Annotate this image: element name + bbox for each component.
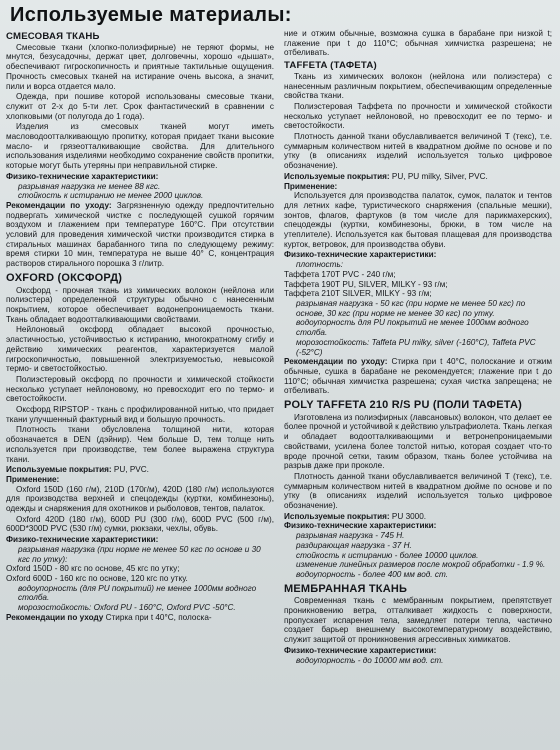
- phys-item: стойкость к истиранию - более 10000 циклов.: [296, 550, 479, 560]
- paragraph: Оксфорд - прочная ткань из химических волокон (нейлона или полиэстера) определенной структуры обычно с нанесенным покрытием, которое обеспечивает водонепроницаемость ткани. Ткань обладает водоотталкивающими свойствами.: [6, 285, 274, 324]
- section-title-blended: СМЕСОВАЯ ТКАНЬ: [6, 31, 100, 42]
- paragraph: Нейлоновый оксфорд обладает высокой прочностью, эластичностью, устойчивостью к истиранию, многократному сгибу и действию химических реагентов, характеризуется малой гигроскопичностью, повышенной электризуемостью, невысокой термо- и светостойкостью.: [6, 325, 274, 374]
- paragraph: Полиэстеровый оксфорд по прочности и химической стойкости несколько уступает нейлоновому, но превосходит его по термо- и светостойкости.: [6, 374, 274, 404]
- density-item: Таффета 170Т PVC - 240 г/м;: [284, 269, 396, 279]
- care-text: Загрязненную одежду предпочтительно подвергать химической чистке с последующей сушкой горячим воздухом и глажением при температуре 160°С. При отсутствии условий для проведения химической чистки производится стирка в стиральных машинах барабанного типа по следующему режиму: время стирки 10 мин, температура не выше 40° С, концентрация растворов стирального порошка 3 г/литр.: [6, 200, 274, 269]
- paragraph: Ткань из химических волокон (нейлона или полиэстера) с нанесенным различным покрытием, обеспечивающим определенные свойства ткани.: [284, 71, 552, 101]
- paragraph: Смесовые ткани (хлопко-полиэфирные) не теряют формы, не мнутся, безусадочны, держат цвет, долговечны, хорошо «дышат», обеспечивают гигроскопичность и приятные тактильные ощущения. Прочность смесовых тканей на истирание очень высока, а значит, пили и ворса отдается мало.: [6, 42, 274, 91]
- paragraph: Изготовлена из полиэфирных (лавсановых) волокон, что делает ее более прочной и устойчивой к действию ультрафиолета. Ткань легкая и обладает водоотталкивающими и ветронепроницаемыми свойствами, усилена более толстой нитью, которая создает что-то вроде прочной сетки, таким образом, ткань более устойчива на разрыв даже при проколе.: [284, 412, 552, 471]
- phys-item: разрывная нагрузка - 745 Н.: [296, 531, 405, 541]
- phys-item: морозостойкость: Taffeta PU milky, silver (-160°С), Taffeta PVC (-52°С): [296, 337, 536, 357]
- phys-item: водоупорность - более 400 мм вод. ст.: [296, 569, 448, 579]
- phys-heading: Физико-технические характеристики:: [6, 171, 159, 181]
- care-text: Стирка при t 40°С, полоска-: [103, 612, 212, 622]
- phys-item: Oxford 600D - 160 кгс по основе, 120 кгс по утку.: [6, 573, 188, 583]
- care-label: Рекомендации по уходу:: [284, 357, 388, 367]
- coverage-value: PU, PU milky, Silver, PVC.: [389, 171, 488, 181]
- coverage-label: Используемые покрытия:: [6, 465, 112, 475]
- care-label: Рекомендации по уходу: [6, 612, 104, 622]
- phys-item: раздирающая нагрузка - 37 Н.: [296, 540, 412, 550]
- paragraph: Плотность данной ткани обуславливается величиной Т (текс), т.е. суммарным количеством нитей в квадратном дюйме по основе и по утку (в описаниях изделий используется только цифровое обозначение).: [284, 471, 552, 511]
- section-title-oxford: OXFORD (ОКСФОРД): [6, 271, 123, 284]
- paragraph: Oxford 150D (160 г/м), 210D (170г/м), 420D (180 г/м) используются для производства верхней и спецодежды (куртки, комбинезоны), одежды и снаряжения для охотников и рыболовов, тентов, палаток.: [6, 484, 274, 514]
- coverage-line: [6, 465, 274, 475]
- care-paragraph: [6, 201, 274, 269]
- phys-item: [284, 299, 552, 318]
- phys-item: Oxford 150D - 80 кгс по основе, 45 кгс по утку;: [6, 564, 180, 574]
- paragraph: Современная ткань с мембранным покрытием, препятствует проникновению ветра, отталкивает жидкость с поверхности, пропускает испарения тела, замедляет потери тепла, частично создает барьер внешнему высокотемпературному воздействию, служит защитой от проникновения агрессивных химикатов.: [284, 596, 552, 645]
- paragraph: ние и отжим обычные, возможна сушка в барабане при низкой t; глажение при t до 110°С; обычная химчистка разрешена; не отбеливать.: [284, 29, 552, 58]
- left-column: [6, 29, 274, 665]
- section-title-membrane: МЕМБРАННАЯ ТКАНЬ: [284, 582, 408, 595]
- paragraph: Oxford 420D (180 г/м), 600D PU (300 г/м), 600D PVC (500 г/м), 600D*300D PVC (530 г/м) сумки, рюкзаки, чехлы, обувь.: [6, 514, 274, 534]
- paragraph: Изделия из смесовых тканей могут иметь масловодоотталкивающую пропитку, которая придает ткани высокие масло- и грязеотталкивающие свойства. Для длительного использования изделиями необходимо сохранение свойств пропитки, которые могут быть утеряны при неправильной стирке.: [6, 122, 274, 171]
- phys-item: стойкость к истиранию не менее 2000 циклов.: [18, 191, 204, 201]
- paragraph: Оксфорд RIPSTOP - ткань с профилированной нитью, что придает ткани улучшенный фактурный вид и большую прочность.: [6, 405, 274, 424]
- coverage-line: [284, 512, 552, 522]
- section-title-poly-taffeta: POLY TAFFETA 210 R/S PU (ПОЛИ ТАФЕТА): [284, 399, 523, 412]
- phys-heading: Физико-технические характеристики:: [6, 535, 159, 545]
- application-heading: Применение:: [6, 474, 60, 484]
- phys-item: водоупорность - до 10000 мм вод. ст.: [296, 655, 444, 665]
- paragraph: Используется для производства палаток, сумок, палаток и тентов для летних кафе, туристического снаряжения (спальные мешки), зонтов, флагов, фартуков (в том числе для парикмахерских), спецодежды (куртки, комбинезоны, брюки, в том числе на утеплителе). Используется как бытовая плащевая для производства курток, ветровок, для производства обуви.: [284, 191, 552, 249]
- phys-item: разрывная нагрузка не менее 88 кгс.: [18, 181, 161, 191]
- coverage-label: Используемые покрытия:: [284, 511, 390, 521]
- coverage-value: PU, PVC.: [111, 465, 149, 475]
- phys-item: морозостойкость: Oxford PU - 160°С, Oxford PVC -50°С.: [18, 603, 236, 613]
- paragraph: Плотность ткани обусловлена толщиной нити, которая обозначается в DEN (дэйнир). Чем больше D, тем толще нить используется при производстве, тем более выражена структура ткани.: [6, 425, 274, 464]
- phys-heading: Физико-технические характеристики:: [284, 645, 437, 655]
- coverage-line: [284, 172, 552, 182]
- care-label: Рекомендации по уходу:: [6, 200, 112, 210]
- section-title-taffeta: TAFFETA (ТАФЕТА): [284, 60, 377, 72]
- phys-item-text: разрывная нагрузка - 50 кгс (при норме не менее 50 кгс) по основе, 30 кгс (при норме не менее 30 кгс) по утку.: [296, 298, 526, 318]
- care-text: Стирка при t 40°С, полоскание и отжим обычные, сушка в барабане не рекомендуется; глажение при t до 110°С; обычная химчистка разрешена; сухая чистка запрещена; не отбеливать.: [284, 357, 552, 396]
- density-item: Таффета 210Т SILVER, MILKY - 93 г/м;: [284, 289, 432, 299]
- paragraph: Полиэстеровая Таффета по прочности и химической стойкости несколько уступает нейлоновой, но превосходит ее по термо- и светостойкости.: [284, 101, 552, 131]
- application-heading: Применение:: [284, 181, 338, 191]
- phys-item: изменение линейных размеров после мокрой обработки - 1.9 %.: [296, 560, 546, 570]
- phys-heading: Физико-технические характеристики:: [284, 521, 437, 531]
- phys-item: водоупорность для PU покрытий не менее 1000мм водного столба.: [296, 318, 529, 338]
- paragraph: Плотность данной ткани обуславливается величиной Т (текс), т.е. суммарным количеством нитей в квадратном дюйме по основе и по утку (в описаниях изделий используется только цифровое обозначение).: [284, 132, 552, 171]
- density-item: Таффета 190Т PU, SILVER, MILKY - 93 г/м;: [284, 279, 448, 289]
- page-title: Используемые материалы:: [10, 4, 292, 26]
- care-paragraph: [6, 613, 274, 623]
- right-column: [284, 29, 552, 665]
- phys-heading: Физико-технические характеристики:: [284, 250, 437, 260]
- paragraph: Одежда, при пошиве которой использованы смесовые ткани, служит от 2-х до 5-ти лет. Срок фантастический в сравнении с хлопковыми (от полугода до 1 года).: [6, 92, 274, 121]
- care-paragraph: [284, 357, 552, 396]
- coverage-label: Используемые покрытия:: [284, 171, 390, 181]
- phys-item: разрывная нагрузка (при норме не менее 50 кгс по основе и 30 кгс по утку):: [18, 544, 261, 564]
- coverage-value: PU 3000.: [389, 511, 427, 521]
- phys-item: водоупорность (для PU покрытий) не менее 1000мм водного столба.: [18, 583, 257, 603]
- density-label: плотность:: [296, 260, 344, 270]
